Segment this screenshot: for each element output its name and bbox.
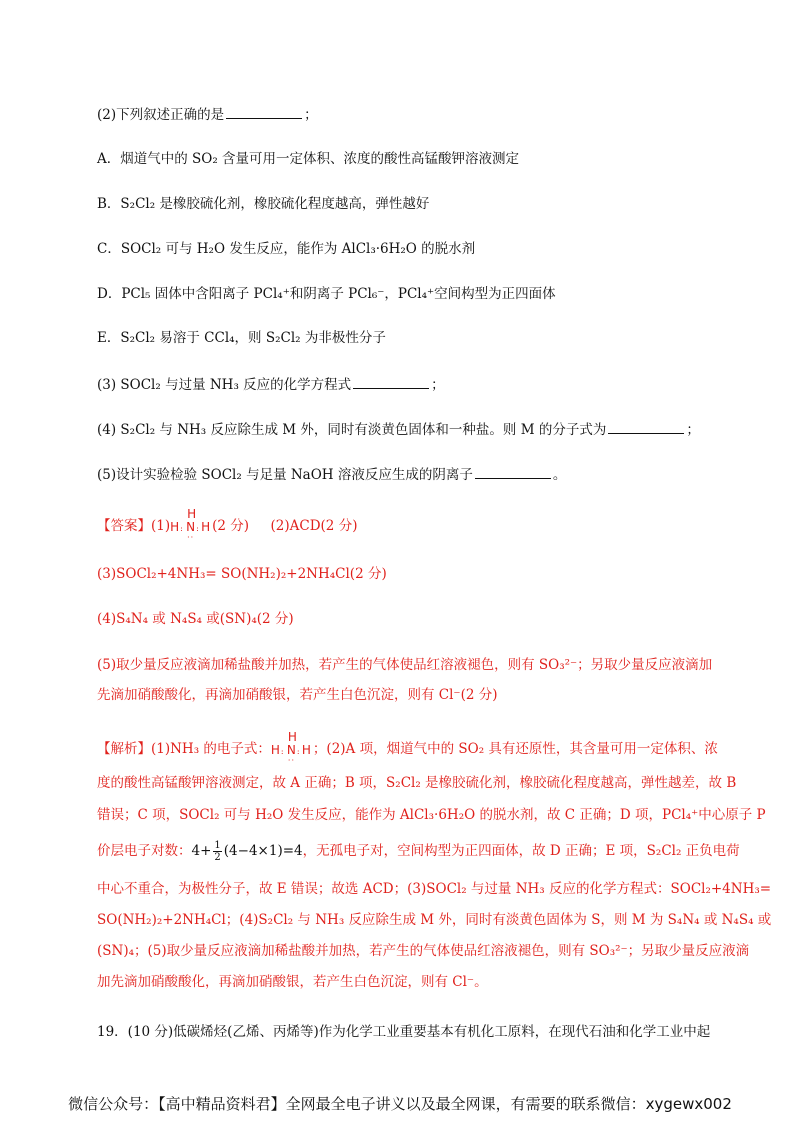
question-2: (2)下列叙述正确的是 ； xyxy=(97,104,318,125)
question-4: (4) S₂Cl₂ 与 NH₃ 反应除生成 M 外，同时有淡黄色固体和一种盐。则 M 的分子式为 ； xyxy=(97,419,700,440)
analysis-line-3: 错误；C 项，SOCl₂ 可与 H₂O 发生反应，能作为 AlCl₃·6H₂O 的脱水剂，故 C 正确；D 项，PCl₄⁺中心原子 P xyxy=(97,807,766,823)
analysis-line-7: (SN)₄；(5)取少量反应液滴加稀盐酸并加热，若产生的气体使品红溶液褪色，则有 SO₃²⁻；另取少量反应液滴 xyxy=(97,943,750,959)
answer-line-3: (3)SOCl₂+4NH₃= SO(NH₂)₂+2NH₄Cl(2 分) xyxy=(97,566,387,582)
option-d: D．PCl₅ 固体中含阳离子 PCl₄⁺和阴离子 PCl₆⁻，PCl₄⁺空间构型为正四面体 xyxy=(97,286,556,302)
fraction: $\frac{1}{2}$ xyxy=(214,840,221,863)
answer-blank xyxy=(608,419,684,434)
footer-wechat-ad: 微信公众号：【高中精品资料君】全网最全电子讲义以及最全网课，有需要的联系微信：xygewx002 xyxy=(68,1095,732,1113)
answer-blank xyxy=(353,374,429,389)
question-19: 19．(10 分)低碳烯烃(乙烯、丙烯等)作为化学工业重要基本有机化工原料，在现代石油和化学工业中起 xyxy=(97,1024,711,1040)
answer-tag: 【答案】 xyxy=(97,518,151,534)
analysis-line-2: 度的酸性高锰酸钾溶液测定，故 A 正确；B 项，S₂Cl₂ 是橡胶硫化剂，橡胶硫化程度越高，弹性越差，故 B xyxy=(97,775,737,791)
nh3-electron-formula-analysis: H H : N : H ·· xyxy=(270,730,311,765)
answer-line-5a: (5)取少量反应液滴加稀盐酸并加热，若产生的气体使品红溶液褪色，则有 SO₃²⁻；另取少量反应液滴加 xyxy=(97,657,713,673)
answer-line-1: 【答案】(1) H H : N : H ·· (2 分) (2)ACD(2 分) xyxy=(97,507,358,542)
question-5: (5)设计实验检验 SOCl₂ 与足量 NaOH 溶液反应生成的阴离子 。 xyxy=(97,464,566,485)
analysis-line-1: 【解析】(1)NH₃ 的电子式： H H : N : H ·· ；(2)A 项，烟道气中的 SO₂ 具有还原性，其含量可用一定体积、浓 xyxy=(97,730,718,765)
analysis-line-5: 中心不重合，为极性分子，故 E 错误；故选 ACD；(3)SOCl₂ 与过量 NH₃ 反应的化学方程式：SOCl₂+4NH₃= xyxy=(97,881,772,897)
analysis-tag: 【解析】 xyxy=(97,741,151,757)
analysis-line-8: 加先滴加硝酸酸化，再滴加硝酸银，若产生白色沉淀，则有 Cl⁻。 xyxy=(97,974,488,990)
answer-blank xyxy=(226,104,302,119)
answer-line-5b: 先滴加硝酸酸化，再滴加硝酸银，若产生白色沉淀，则有 Cl⁻(2 分) xyxy=(97,687,498,703)
option-e: E．S₂Cl₂ 易溶于 CCl₄，则 S₂Cl₂ 为非极性分子 xyxy=(97,330,386,346)
answer-blank xyxy=(475,464,551,479)
option-b: B．S₂Cl₂ 是橡胶硫化剂，橡胶硫化程度越高，弹性越好 xyxy=(97,196,430,212)
analysis-line-6: SO(NH₂)₂+2NH₄Cl；(4)S₂Cl₂ 与 NH₃ 反应除生成 M 外，同时有淡黄色固体为 S，则 M 为 S₄N₄ 或 N₄S₄ 或 xyxy=(97,912,772,928)
option-a: A．烟道气中的 SO₂ 含量可用一定体积、浓度的酸性高锰酸钾溶液测定 xyxy=(97,151,520,167)
math-expression: 4+ $\frac{1}{2}$ (4−4×1)=4 xyxy=(191,840,303,863)
answer-line-4: (4)S₄N₄ 或 N₄S₄ 或(SN)₄(2 分) xyxy=(97,611,294,627)
question-3: (3) SOCl₂ 与过量 NH₃ 反应的化学方程式 ； xyxy=(97,374,445,395)
option-c: C．SOCl₂ 可与 H₂O 发生反应，能作为 AlCl₃·6H₂O 的脱水剂 xyxy=(97,241,476,257)
analysis-line-4: 价层电子对数：4+ $\frac{1}{2}$ (4−4×1)=4，无孤电子对，空间构型为正四面体，故 D 正确；E 项，S₂Cl₂ 正负电荷 xyxy=(97,840,740,863)
nh3-electron-formula: H H : N : H ·· xyxy=(170,507,211,542)
